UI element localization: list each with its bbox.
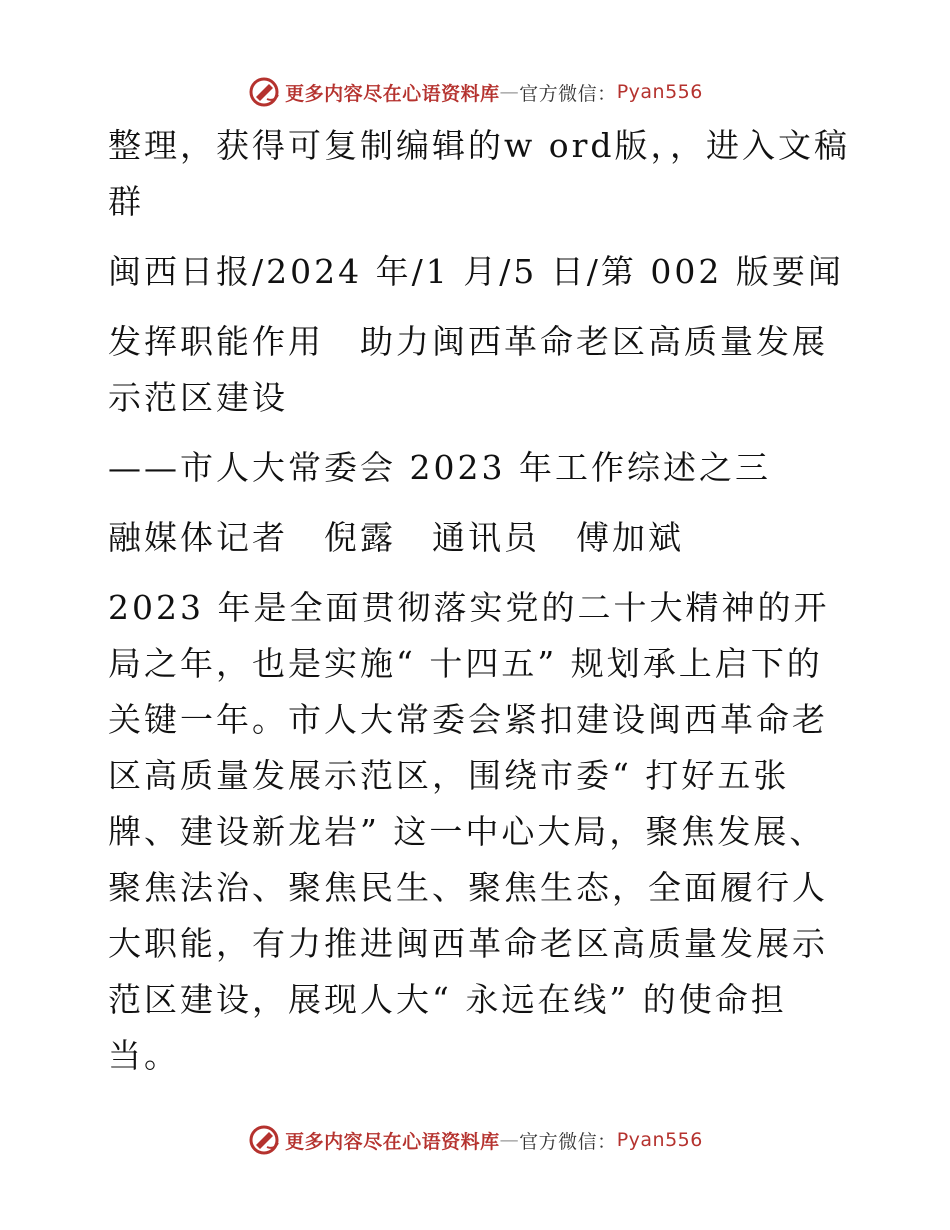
footer-watermark xyxy=(0,1120,950,1160)
headline: 发挥职能作用 助力闽西革命老区高质量发展示范区建设 xyxy=(108,322,828,417)
body-paragraph: 2023 年是全面贯彻落实党的二十大精神的开局之年，也是实施“ 十四五” 规划承上启下的关键一年。市人大常委会紧扣建设闽西革命老区高质量发展示范区，围绕市委“ 打好五张牌、建设新龙岩” 这一中心大局，聚焦发展、聚焦法治、聚焦民生、聚焦生态，全面履行人大职能，有力推进闽西革命老区高质量发展示范区建设，展现人大“ 永远在线” 的使命担当。 xyxy=(108,588,830,1075)
watermark-main-text: 更多内容尽在心语资料库 xyxy=(285,1130,500,1153)
watermark-separator: — xyxy=(499,81,520,103)
brand-logo-icon xyxy=(247,1123,281,1157)
watermark-label: 官方微信： xyxy=(519,1130,617,1153)
byline: 融媒体记者 倪露 通讯员 傅加斌 xyxy=(108,518,684,557)
intro-paragraph: 整理，获得可复制编辑的w ord版，，进入文稿群 xyxy=(108,126,851,221)
watermark-label: 官方微信： xyxy=(519,82,617,105)
document-content xyxy=(98,118,858,1084)
watermark-main-text: 更多内容尽在心语资料库 xyxy=(285,82,500,105)
watermark-separator: — xyxy=(499,1129,520,1151)
watermark-wechat-id: Pyan556 xyxy=(616,81,703,103)
watermark-wechat-id: Pyan556 xyxy=(616,1129,703,1151)
header-watermark xyxy=(0,72,950,112)
source-line: 闽西日报/2024 年/1 月/5 日/第 002 版要闻 xyxy=(108,252,844,291)
subheadline: ——市人大常委会 2023 年工作综述之三 xyxy=(108,448,771,487)
brand-logo-icon xyxy=(247,75,281,109)
